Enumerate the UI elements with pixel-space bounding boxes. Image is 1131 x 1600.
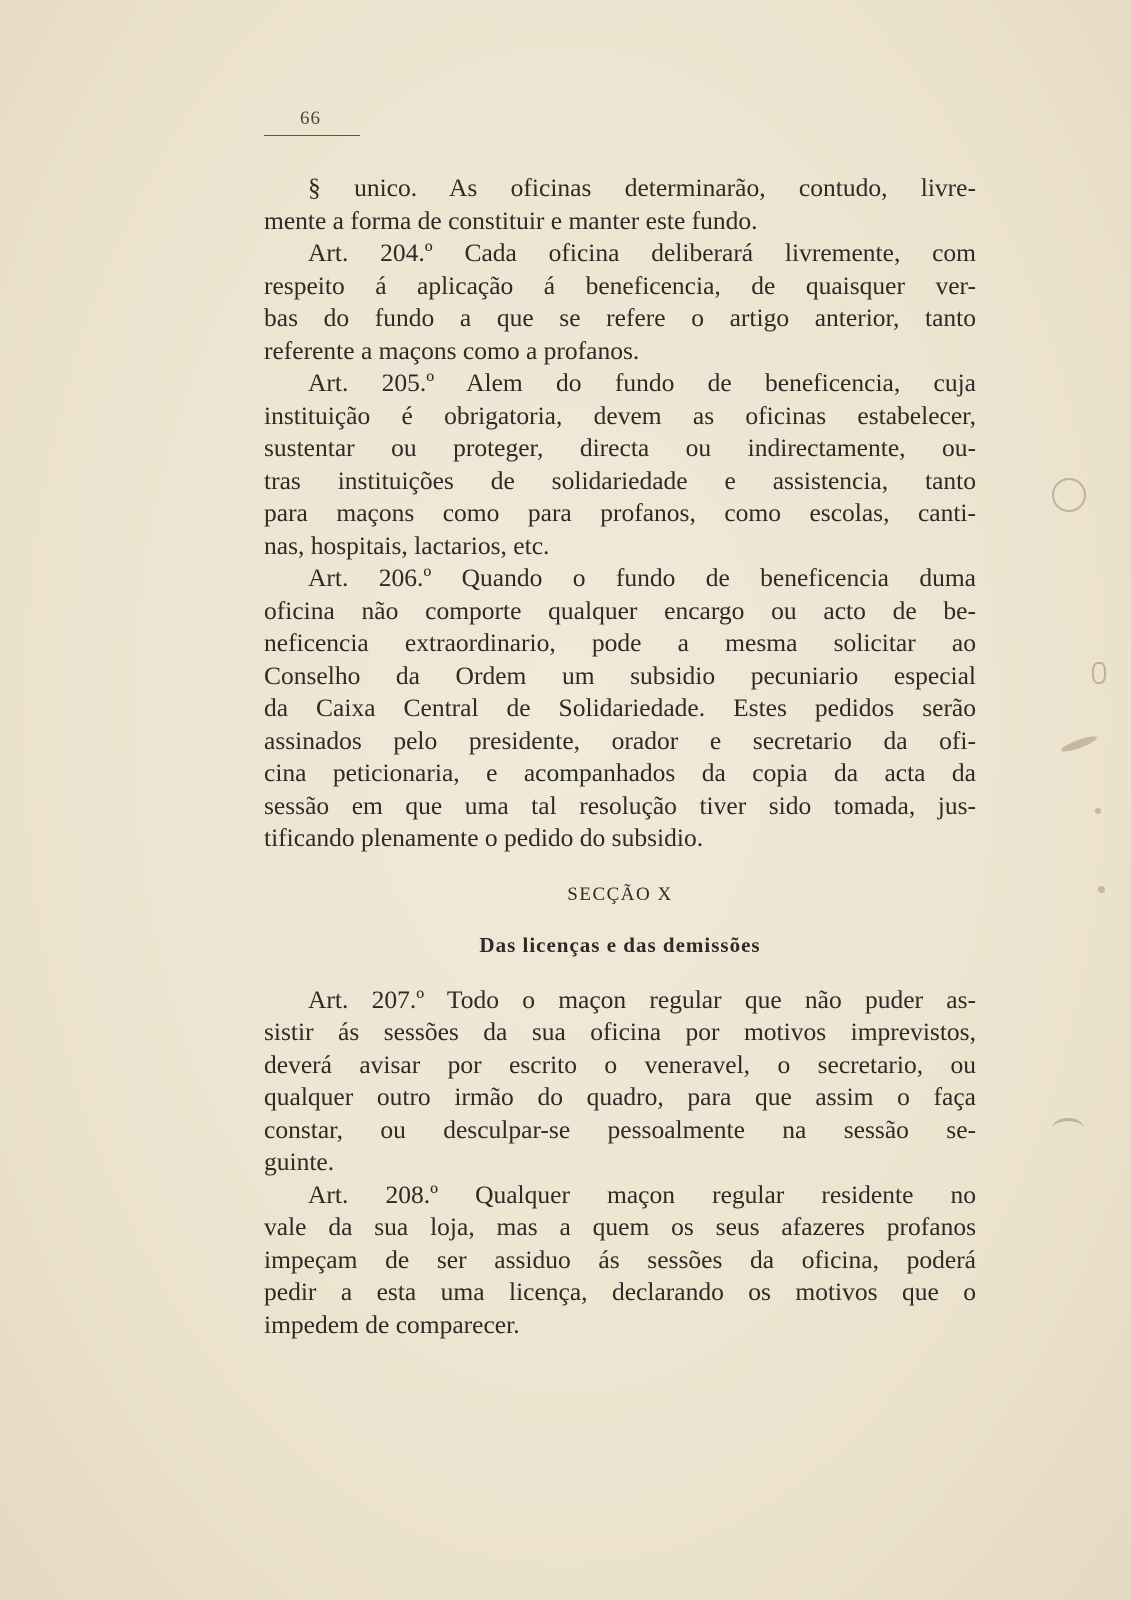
margin-stain [1045,471,1093,519]
text-line: § unico. As oficinas determinarão, contudo, livre- [308,173,976,202]
text-line: Art. 207.º Todo o maçon regular que não puder as- [308,984,976,1014]
text-line: referente a maçons como a profanos. [264,335,640,365]
margin-stain [1095,808,1101,814]
spacer [264,962,976,984]
paragraph-unico [264,172,976,237]
text-line: deverá avisar por escrito o veneravel, o secretario, ou [264,1049,976,1079]
paragraph-art-205 [264,367,976,562]
spacer [264,855,976,879]
text-line: impeçam de ser assiduo ás sessões da oficina, poderá [264,1244,976,1274]
text-line: constar, ou desculpar-se pessoalmente na sessão se- [264,1114,976,1144]
margin-stain [1052,1118,1084,1139]
text-line: sistir ás sessões da sua oficina por motivos imprevistos, [264,1017,976,1046]
page-number: 66 [300,108,321,129]
text-line: Art. 205.º Alem do fundo de beneficencia, cuja [308,368,976,397]
text-line: pedir a esta uma licença, declarando os motivos que o [264,1277,976,1306]
margin-stain [1098,886,1105,893]
paragraph-art-208 [264,1179,976,1342]
text-line: mente a forma de constituir e manter este fundo. [264,205,758,235]
text-line: cina peticionaria, e acompanhados da copia da acta da [264,758,976,787]
margin-stain [1060,734,1098,755]
paragraph-art-204 [264,237,976,367]
text-line: Art. 206.º Quando o fundo de beneficencia duma [308,563,976,592]
text-line: respeito á aplicação á beneficencia, de quaisquer ver- [264,270,976,300]
text-line: oficina não comporte qualquer encargo ou acto de be- [264,595,976,625]
spacer [264,911,976,929]
text-line: sessão em que uma tal resolução tiver sido tomada, jus- [264,790,976,820]
text-line: assinados pelo presidente, orador e secretario da ofi- [264,725,976,755]
text-line: bas do fundo a que se refere o artigo anterior, tanto [264,303,976,332]
paragraph-art-207 [264,984,976,1179]
text-line: guinte. [264,1147,335,1176]
text-line: para maçons como para profanos, como escolas, canti- [264,498,976,527]
text-line: tras instituições de solidariedade e assistencia, tanto [264,465,976,495]
text-line: tificando plenamente o pedido do subsidio. [264,823,704,852]
header-rule [264,135,360,136]
text-line: impedem de comparecer. [264,1309,520,1339]
paragraph-art-206 [264,562,976,855]
body-text [264,172,976,1341]
text-line: da Caixa Central de Solidariedade. Estes pedidos serão [264,693,976,722]
section-heading: SECÇÃO X [567,883,673,905]
text-line: Conselho da Ordem um subsidio pecuniario especial [264,660,976,690]
text-line: Art. 208.º Qualquer maçon regular residente no [308,1179,976,1209]
text-line: nas, hospitais, lactarios, etc. [264,530,550,560]
text-line: qualquer outro irmão do quadro, para que assim o faça [264,1082,976,1111]
text-line: Art. 204.º Cada oficina deliberará livremente, com [308,238,976,267]
section-subtitle: Das licenças e das demissões [479,933,761,957]
text-line: sustentar ou proteger, directa ou indirectamente, ou- [264,433,976,462]
text-line: instituição é obrigatoria, devem as oficinas estabelecer, [264,400,976,430]
text-line: neficencia extraordinario, pode a mesma solicitar ao [264,628,976,657]
margin-stain [1092,662,1106,684]
text-line: vale da sua loja, mas a quem os seus afazeres profanos [264,1212,976,1241]
